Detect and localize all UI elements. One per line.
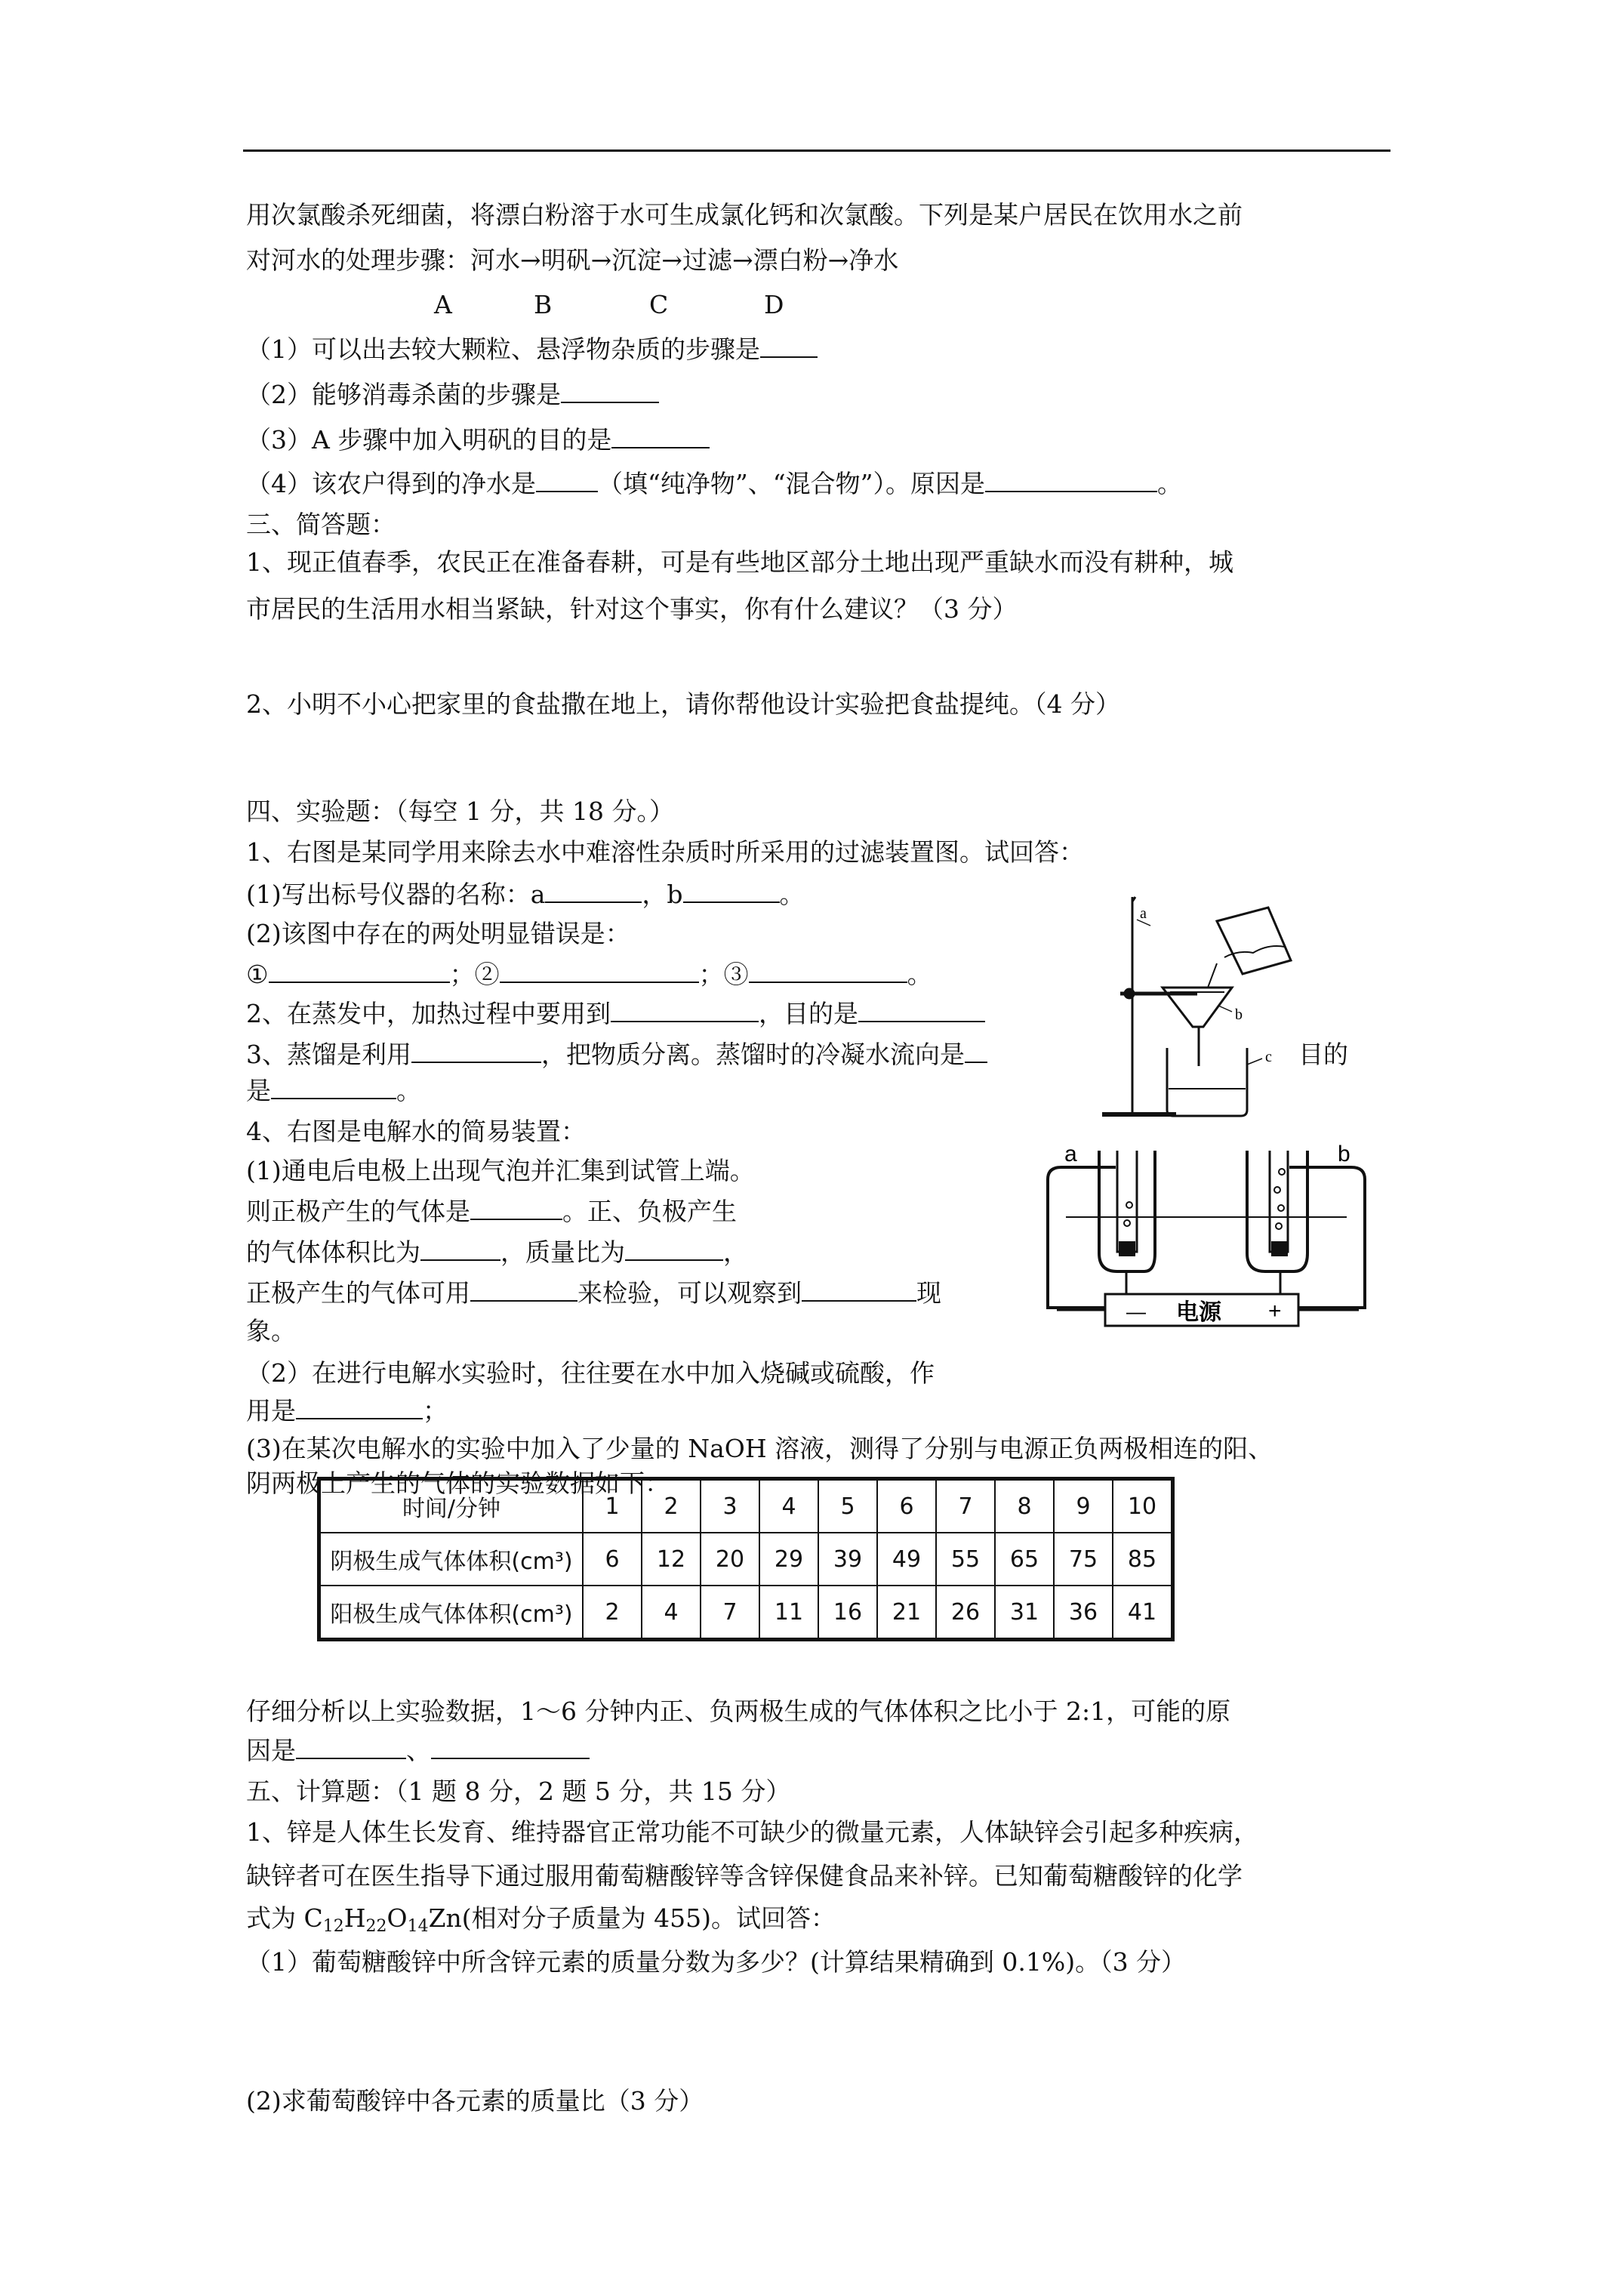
circle-2: ②: [474, 960, 500, 989]
formula-h: H: [343, 1903, 366, 1933]
table-cell: 2: [583, 1586, 642, 1640]
answer-blank[interactable]: [271, 1074, 396, 1099]
exp-q4-3-text: 的气体体积比为: [246, 1237, 420, 1267]
answer-blank[interactable]: [611, 423, 710, 448]
answer-blank[interactable]: [985, 467, 1157, 492]
separator: ；: [698, 960, 724, 989]
answer-blank[interactable]: [411, 1037, 541, 1063]
exp-q4-4-text-b: 来检验，可以观察到: [577, 1278, 802, 1308]
table-cell: 85: [1113, 1533, 1173, 1586]
exp-q1-errors: [246, 957, 932, 992]
table-cell: 36: [1054, 1586, 1113, 1640]
question-3-text: （3）A 步骤中加入明矾的目的是: [246, 425, 612, 455]
table-cell: 20: [701, 1533, 759, 1586]
section-4-title: 四、实验题：（每空 1 分，共 18 分。）: [246, 797, 674, 826]
question-1: [246, 332, 818, 367]
table-cell: 3: [701, 1479, 759, 1533]
exp-q2-text: 2、在蒸发中，加热过程中要用到: [246, 999, 611, 1028]
answer-blank[interactable]: [625, 1235, 723, 1261]
analysis-text: 因是: [246, 1736, 296, 1765]
filter-label-b: b: [1235, 1006, 1243, 1023]
table-cell: 6: [877, 1479, 936, 1533]
exp-q1-1: [246, 877, 805, 912]
exp-q2-text-b: ，目的是: [759, 999, 858, 1028]
table-row: [319, 1479, 1173, 1533]
exp-q4-8: (3)在某次电解水的实验中加入了少量的 NaOH 溶液，测得了分别与电源正负两极相连的阳、: [246, 1434, 1273, 1463]
answer-blank[interactable]: [420, 1235, 500, 1261]
exp-q3-purpose: 目的: [1298, 1040, 1348, 1069]
exp-q4-3-end: ，: [723, 1237, 748, 1267]
answer-blank[interactable]: [683, 877, 780, 903]
intro-line-2: 对河水的处理步骤：河水→明矾→沉淀→过滤→漂白粉→净水: [246, 245, 899, 275]
separator: ；: [449, 960, 475, 989]
exp-q4-2: [246, 1194, 737, 1229]
exp-q4-2-text-b: 。正、负极产生: [562, 1197, 737, 1226]
table-cell: 7: [701, 1586, 759, 1640]
exp-q1: 1、右图是某同学用来除去水中难溶性杂质时所采用的过滤装置图。试回答：: [246, 837, 1084, 867]
table-cell: 6: [583, 1533, 642, 1586]
calc-q1a: 1、锌是人体生长发育、维持器官正常功能不可缺少的微量元素，人体缺锌会引起多种疾病，: [246, 1817, 1258, 1847]
exp-q3-cont: [246, 1074, 421, 1108]
exp-q1-1-text-b: ，b: [642, 880, 683, 909]
pour-beaker: [1217, 908, 1291, 974]
analysis-line-1: 仔细分析以上实验数据，1～6 分钟内正、负两极生成的气体体积之比小于 2:1，可能的原: [246, 1697, 1231, 1726]
beaker: [1167, 1048, 1247, 1116]
exp-q2: [246, 997, 985, 1031]
answer-blank[interactable]: [545, 877, 642, 903]
exp-q3: [246, 1037, 987, 1072]
answer-blank[interactable]: [749, 957, 907, 983]
section-5-title: 五、计算题：（1 题 8 分，2 题 5 分，共 15 分）: [246, 1777, 791, 1806]
exp-q4-7-end: ；: [423, 1396, 448, 1425]
right-tube-inner: [1270, 1151, 1288, 1252]
exp-q4-5: 象。: [246, 1316, 296, 1345]
answer-blank[interactable]: [760, 332, 818, 358]
table-cell: 7: [936, 1479, 995, 1533]
answer-blank[interactable]: [431, 1734, 590, 1759]
header-rule: [243, 149, 1390, 152]
step-label-d: D: [764, 290, 784, 319]
question-3: [246, 423, 710, 458]
electrode-right: [1273, 1243, 1286, 1255]
exp-q4-3: [246, 1235, 748, 1270]
exp-q4-9: 阴两极上产生的气体的实验数据如下：: [246, 1469, 670, 1498]
question-4-text-b: （填“纯净物”、“混合物”）。原因是: [598, 469, 985, 498]
answer-blank[interactable]: [561, 378, 659, 403]
calc-q1-1: （1）葡萄糖酸锌中所含锌元素的质量分数为多少？(计算结果精确到 0.1%)。（3 分）: [246, 1947, 1187, 1977]
electrolysis-data-table: [317, 1477, 1175, 1641]
table-row-label: 阴极生成气体体积(cm³): [319, 1533, 584, 1586]
exp-q3-text-b: ，把物质分离。蒸馏时的冷凝水流向是: [541, 1040, 965, 1069]
electrolysis-label-a: a: [1064, 1142, 1077, 1166]
step-label-a: A: [434, 290, 452, 319]
exp-q1-1-end: 。: [779, 880, 805, 909]
short-answer-1b: 市居民的生活用水相当紧缺，针对这个事实，你有什么建议？（3 分）: [246, 594, 1018, 624]
trough-left-rim: [1048, 1167, 1116, 1179]
exp-q1-2: (2)该图中存在的两处明显错误是：: [246, 919, 630, 948]
exp-q4-1: (1)通电后电极上出现气泡并汇集到试管上端。: [246, 1156, 755, 1185]
analysis-sep: 、: [406, 1736, 431, 1765]
filtration-apparatus-figure: [1087, 891, 1344, 1140]
table-cell: 1: [583, 1479, 642, 1533]
power-minus: —: [1126, 1300, 1146, 1323]
exp-q4-3-text-b: ，质量比为: [500, 1237, 625, 1267]
answer-blank[interactable]: [536, 467, 598, 492]
answer-blank[interactable]: [470, 1276, 577, 1302]
power-plus: +: [1268, 1299, 1282, 1324]
answer-blank[interactable]: [802, 1276, 916, 1302]
analysis-line-2: [246, 1734, 590, 1768]
table-cell: 11: [759, 1586, 818, 1640]
exp-q4-4-text: 正极产生的气体可用: [246, 1278, 470, 1308]
formula-prefix: 式为 C: [246, 1903, 323, 1933]
filter-label-c: c: [1265, 1049, 1272, 1065]
section-3-title: 三、简答题：: [246, 510, 396, 539]
table-cell: 65: [995, 1533, 1054, 1586]
answer-blank[interactable]: [296, 1394, 423, 1419]
table-cell: 55: [936, 1533, 995, 1586]
formula-sub-22: 22: [365, 1917, 387, 1936]
table-cell: 8: [995, 1479, 1054, 1533]
table-cell: 75: [1054, 1533, 1113, 1586]
answer-blank[interactable]: [500, 957, 699, 983]
circle-3: ③: [723, 960, 749, 989]
table-cell: 26: [936, 1586, 995, 1640]
electrode-left: [1120, 1243, 1134, 1255]
exp-q4-4: [246, 1276, 941, 1311]
step-label-c: C: [649, 290, 669, 319]
question-4-text: （4）该农户得到的净水是: [246, 469, 536, 498]
exp-q4-7-text: 用是: [246, 1396, 296, 1425]
short-answer-2: 2、小明不小心把家里的食盐撒在地上，请你帮他设计实验把食盐提纯。（4 分）: [246, 689, 1120, 719]
table-cell: 2: [642, 1479, 701, 1533]
exp-q4: 4、右图是电解水的简易装置：: [246, 1117, 586, 1146]
table-cell: 4: [642, 1586, 701, 1640]
electrolysis-label-b: b: [1338, 1142, 1350, 1166]
table-cell: 9: [1054, 1479, 1113, 1533]
exp-q3-text: 3、蒸馏是利用: [246, 1040, 411, 1069]
table-cell: 21: [877, 1586, 936, 1640]
exp-q4-7: [246, 1394, 448, 1428]
table-cell: 12: [642, 1533, 701, 1586]
glass-rod: [1208, 963, 1217, 988]
trough-right-rim: [1289, 1167, 1365, 1179]
table-header-cell: 时间/分钟: [319, 1479, 584, 1533]
question-1-text: （1）可以出去较大颗粒、悬浮物杂质的步骤是: [246, 334, 760, 364]
trough: [1048, 1179, 1365, 1308]
answer-blank[interactable]: [296, 1734, 406, 1759]
question-2: [246, 378, 659, 412]
table-row-label: 阳极生成气体体积(cm³): [319, 1586, 584, 1640]
formula-o: O: [387, 1903, 408, 1933]
intro-line-1: 用次氯酸杀死细菌，将漂白粉溶于水可生成氯化钙和次氯酸。下列是某户居民在饮用水之前: [246, 200, 1243, 230]
table-cell: 49: [877, 1533, 936, 1586]
table-row: [319, 1533, 1173, 1586]
table-cell: 31: [995, 1586, 1054, 1640]
table-cell: 5: [818, 1479, 877, 1533]
circle-1: ①: [246, 960, 269, 989]
table-cell: 4: [759, 1479, 818, 1533]
calc-q1-2: (2)求葡萄酸锌中各元素的质量比（3 分）: [246, 2086, 704, 2116]
answer-blank[interactable]: [858, 997, 985, 1022]
exp-q4-2-text: 则正极产生的气体是: [246, 1197, 470, 1226]
question-4: [246, 467, 1182, 501]
table-row: [319, 1586, 1173, 1640]
electrolysis-apparatus-figure: [1042, 1133, 1374, 1330]
line-end: 。: [907, 960, 932, 989]
answer-blank[interactable]: [611, 997, 759, 1022]
answer-blank[interactable]: [269, 957, 450, 983]
formula-suffix: Zn(相对分子质量为 455)。试回答：: [428, 1903, 836, 1933]
exp-q4-4-end: 现: [916, 1278, 941, 1308]
short-answer-1a: 1、现正值春季，农民正在准备春耕，可是有些地区部分土地出现严重缺水而没有耕种，城: [246, 547, 1233, 577]
table-cell: 10: [1113, 1479, 1173, 1533]
step-label-b: B: [534, 290, 553, 319]
filter-label-a: a: [1140, 905, 1147, 922]
table-cell: 41: [1113, 1586, 1173, 1640]
calc-q1c: [246, 1901, 836, 1944]
table-cell: 39: [818, 1533, 877, 1586]
table-cell: 29: [759, 1533, 818, 1586]
table-cell: 16: [818, 1586, 877, 1640]
exp-q4-6: （2）在进行电解水实验时，往往要在水中加入烧碱或硫酸，作: [246, 1358, 935, 1388]
question-4-end: 。: [1156, 469, 1182, 498]
exp-q3-text-d: 是: [246, 1076, 271, 1105]
calc-q1b: 缺锌者可在医生指导下通过服用葡萄糖酸锌等含锌保健食品来补锌。已知葡萄糖酸锌的化学: [246, 1861, 1243, 1891]
question-2-text: （2）能够消毒杀菌的步骤是: [246, 380, 561, 409]
power-label: 电源: [1176, 1299, 1221, 1326]
left-tube-inner: [1117, 1151, 1137, 1252]
formula-sub-12: 12: [322, 1917, 344, 1936]
line-end: 。: [396, 1076, 421, 1105]
answer-blank[interactable]: [965, 1037, 987, 1063]
formula-sub-14: 14: [407, 1917, 429, 1936]
exp-q1-1-text: (1)写出标号仪器的名称：a: [246, 880, 546, 909]
answer-blank[interactable]: [470, 1194, 562, 1220]
